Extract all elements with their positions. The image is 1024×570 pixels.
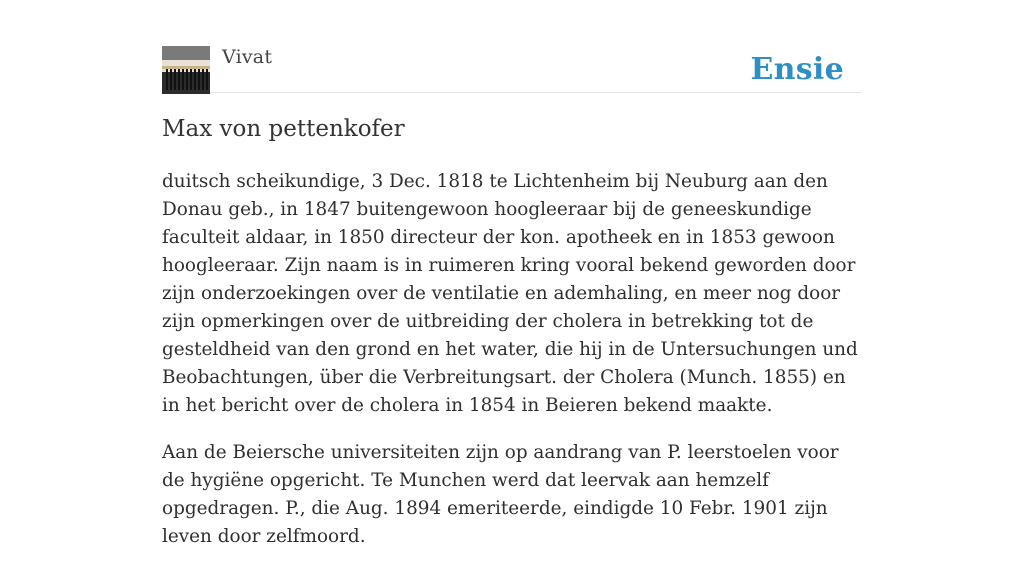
brand-logo[interactable]: Ensie (750, 52, 844, 87)
page-header (162, 46, 862, 93)
article-paragraph: duitsch scheikundige, 3 Dec. 1818 te Lichtenheim bij Neuburg aan den Donau geb., in 1847 buitengewoon hoogleeraar bij de geneeskundige faculteit aldaar, in 1850 directeur der kon. apotheek en in 1853 gewoon hoogleeraar. Zijn naam is in ruimeren kring vooral bekend geworden door zijn onderzoekingen over de ventilatie en ademhaling, en meer nog door zijn opmerkingen over de uitbreiding der cholera in betrekking tot de gesteldheid van den grond en het water, die hij in de Untersuchungen und Beobachtungen, über die Verbreitungsart. der Cholera (Munch. 1855) en in het bericht over de cholera in 1854 in Beieren bekend maakte. (162, 171, 858, 416)
article-title: Max von pettenkofer (162, 116, 405, 142)
article-body (162, 168, 867, 570)
source-avatar[interactable] (162, 46, 210, 94)
article-paragraph: Aan de Beiersche universiteiten zijn op aandrang van P. leerstoelen voor de hygiëne opgericht. Te Munchen werd dat leervak aan hemzelf opgedragen. P., die Aug. 1894 emeriteerde, eindigde 10 Febr. 1901 zijn leven door zelfmoord. (162, 442, 839, 547)
source-name[interactable]: Vivat (222, 46, 273, 68)
bookshelf-avatar-icon (162, 46, 210, 94)
